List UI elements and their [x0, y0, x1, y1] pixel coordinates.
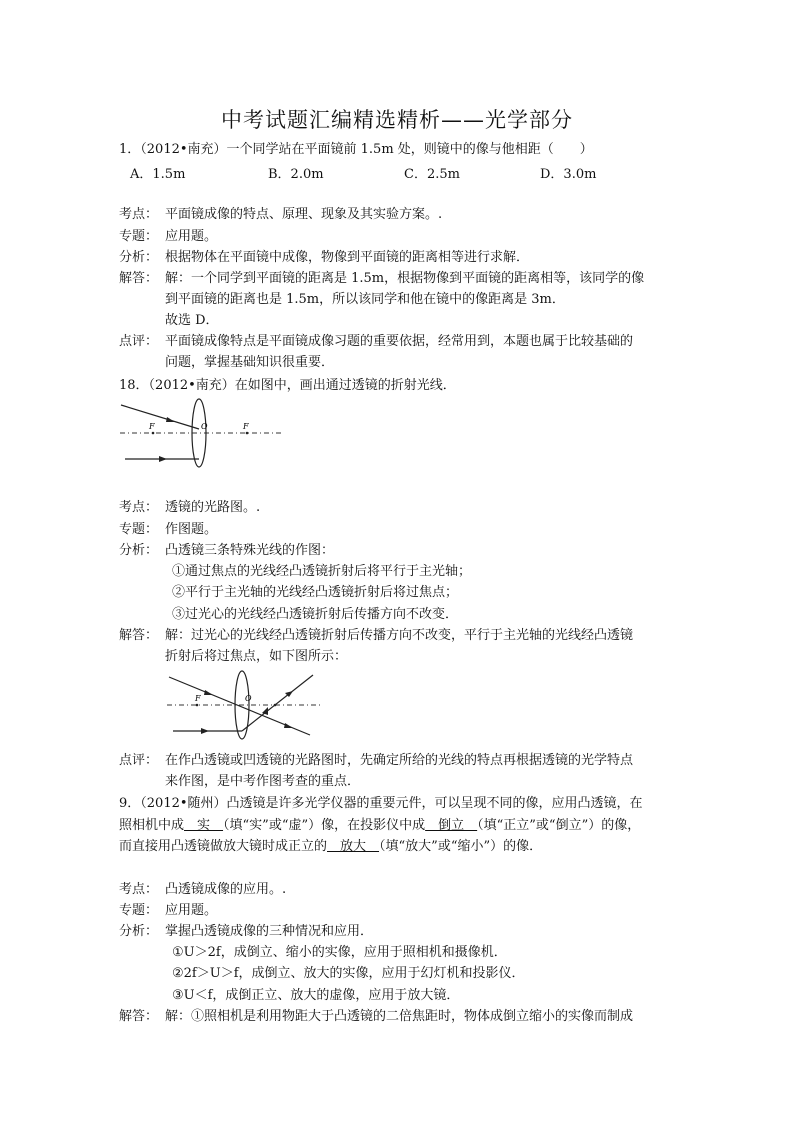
q9-text-c: （填“正立”或“倒立”）的像，	[477, 818, 641, 833]
q9-fenxi	[119, 923, 373, 941]
q18-jieda-2: 折射后将过焦点，如下图所示：	[165, 649, 348, 664]
lens-figure-1	[115, 395, 290, 475]
focus-label: F	[195, 694, 201, 703]
q9-question-line3	[119, 838, 542, 856]
optical-center-label: O	[245, 694, 252, 703]
q1-option-a: A．1.5m	[130, 167, 186, 182]
focus-label-left: F	[149, 422, 155, 431]
q9-fenxi-2: ②2f＞U＞f，成倒立、放大的实像，应用于幻灯机和投影仪．	[172, 966, 525, 981]
jieda-text-1: 解：一个同学到平面镜的距离是 1.5m，根据物像到平面镜的距离相等，该同学的像	[165, 271, 645, 286]
kaodian-text: 透镜的光路图。.	[165, 500, 261, 515]
q9-kaodian	[119, 881, 286, 899]
dianping-text-1: 在作凸透镜或凹透镜的光路图时，先确定所给的光线的特点再根据透镜的光学特点	[165, 753, 634, 768]
focus-label-right: F	[243, 422, 249, 431]
fenxi-label: 分析：	[119, 250, 159, 265]
kaodian-text: 平面镜成像的特点、原理、现象及其实验方案。.	[165, 207, 443, 222]
jieda-text-1: 解：过光心的光线经凸透镜折射后传播方向不改变，平行于主光轴的光线经凸透镜	[165, 628, 634, 643]
fenxi-label: 分析：	[119, 924, 159, 939]
q1-zhuanti	[119, 228, 217, 246]
dianping-text-1: 平面镜成像特点是平面镜成像习题的重要依据，经常用到，本题也属于比较基础的	[165, 334, 634, 349]
q18-kaodian	[119, 499, 260, 517]
q9-answer-blank-1: 实	[184, 818, 224, 833]
q9-text-e: （填“放大”或“缩小”）的像．	[379, 839, 543, 854]
jieda-text-1: 解：①照相机是利用物距大于凸透镜的二倍焦距时，物体成倒立缩小的实像而制成	[165, 1009, 634, 1024]
zhuanti-label: 专题：	[119, 229, 159, 244]
q1-option-b: B．2.0m	[268, 167, 324, 182]
jieda-label: 解答：	[119, 628, 159, 643]
zhuanti-text: 应用题。	[165, 903, 218, 918]
q9-text-b: （填“实”或“虚”）像，在投影仪中成	[223, 818, 426, 833]
q1-jieda	[119, 270, 644, 288]
q18-dianping	[119, 752, 633, 770]
q18-fenxi-2: ②平行于主光轴的光线经凸透镜折射后将过焦点；	[172, 585, 459, 600]
q1-option-d: D．3.0m	[540, 167, 597, 182]
jieda-label: 解答：	[119, 271, 159, 286]
q9-zhuanti	[119, 902, 217, 920]
q9-jieda	[119, 1008, 633, 1026]
fenxi-text: 掌握凸透镜成像的三种情况和应用．	[165, 924, 374, 939]
q1-question: 1．（2012•南充）一个同学站在平面镜前 1.5m 处，则镜中的像与他相距（ ）	[119, 142, 593, 157]
q9-fenxi-1: ①U＞2f，成倒立、缩小的实像，应用于照相机和摄像机．	[172, 945, 507, 960]
q18-fenxi	[119, 542, 334, 560]
q9-text-a: 照相机中成	[119, 818, 185, 833]
kaodian-label: 考点：	[119, 500, 159, 515]
q9-text-d: 而直接用凸透镜做放大镜时成正立的	[119, 839, 328, 854]
zhuanti-text: 应用题。	[165, 229, 218, 244]
q18-jieda	[119, 627, 633, 645]
dianping-label: 点评：	[119, 753, 159, 768]
dianping-label: 点评：	[119, 334, 159, 349]
q9-question-line1: 9．（2012•随州）凸透镜是许多光学仪器的重要元件，可以呈现不同的像，应用凸透镜，在	[119, 796, 643, 811]
q1-dianping-2: 问题，掌握基础知识很重要．	[165, 355, 335, 370]
fenxi-text: 根据物体在平面镜中成像，物像到平面镜的距离相等进行求解．	[165, 250, 530, 265]
fenxi-text: 凸透镜三条特殊光线的作图：	[165, 543, 335, 558]
q9-question-line2	[119, 817, 640, 835]
q18-zhuanti	[119, 521, 217, 539]
optical-center-label: O	[201, 422, 208, 431]
q1-jieda-3: 故选 D．	[165, 313, 219, 328]
q1-jieda-2: 到平面镜的距离也是 1.5m，所以该同学和他在镜中的像距离是 3m．	[165, 292, 565, 307]
q18-fenxi-1: ①通过焦点的光线经凸透镜折射后将平行于主光轴；	[172, 564, 472, 579]
q1-kaodian	[119, 206, 442, 224]
kaodian-label: 考点：	[119, 882, 159, 897]
q18-dianping-2: 来作图，是中考作图考查的重点．	[165, 774, 361, 789]
kaodian-label: 考点：	[119, 207, 159, 222]
q1-dianping	[119, 333, 633, 351]
q18-question: 18．（2012•南充）在如图中，画出通过透镜的折射光线．	[119, 378, 456, 393]
fenxi-label: 分析：	[119, 543, 159, 558]
q1-fenxi	[119, 249, 529, 267]
q9-answer-blank-3: 放大	[327, 839, 380, 854]
q1-option-c: C．2.5m	[404, 167, 460, 182]
page-title: 中考试题汇编精选精析——光学部分	[221, 108, 573, 132]
lens-figure-2	[165, 667, 325, 747]
kaodian-text: 凸透镜成像的应用。.	[165, 882, 287, 897]
zhuanti-label: 专题：	[119, 522, 159, 537]
zhuanti-label: 专题：	[119, 903, 159, 918]
q9-answer-blank-2: 倒立	[425, 818, 478, 833]
q18-fenxi-3: ③过光心的光线经凸透镜折射后传播方向不改变．	[172, 607, 459, 622]
q9-fenxi-3: ③U＜f，成倒正立、放大的虚像，应用于放大镜．	[172, 988, 460, 1003]
zhuanti-text: 作图题。	[165, 522, 218, 537]
jieda-label: 解答：	[119, 1009, 159, 1024]
